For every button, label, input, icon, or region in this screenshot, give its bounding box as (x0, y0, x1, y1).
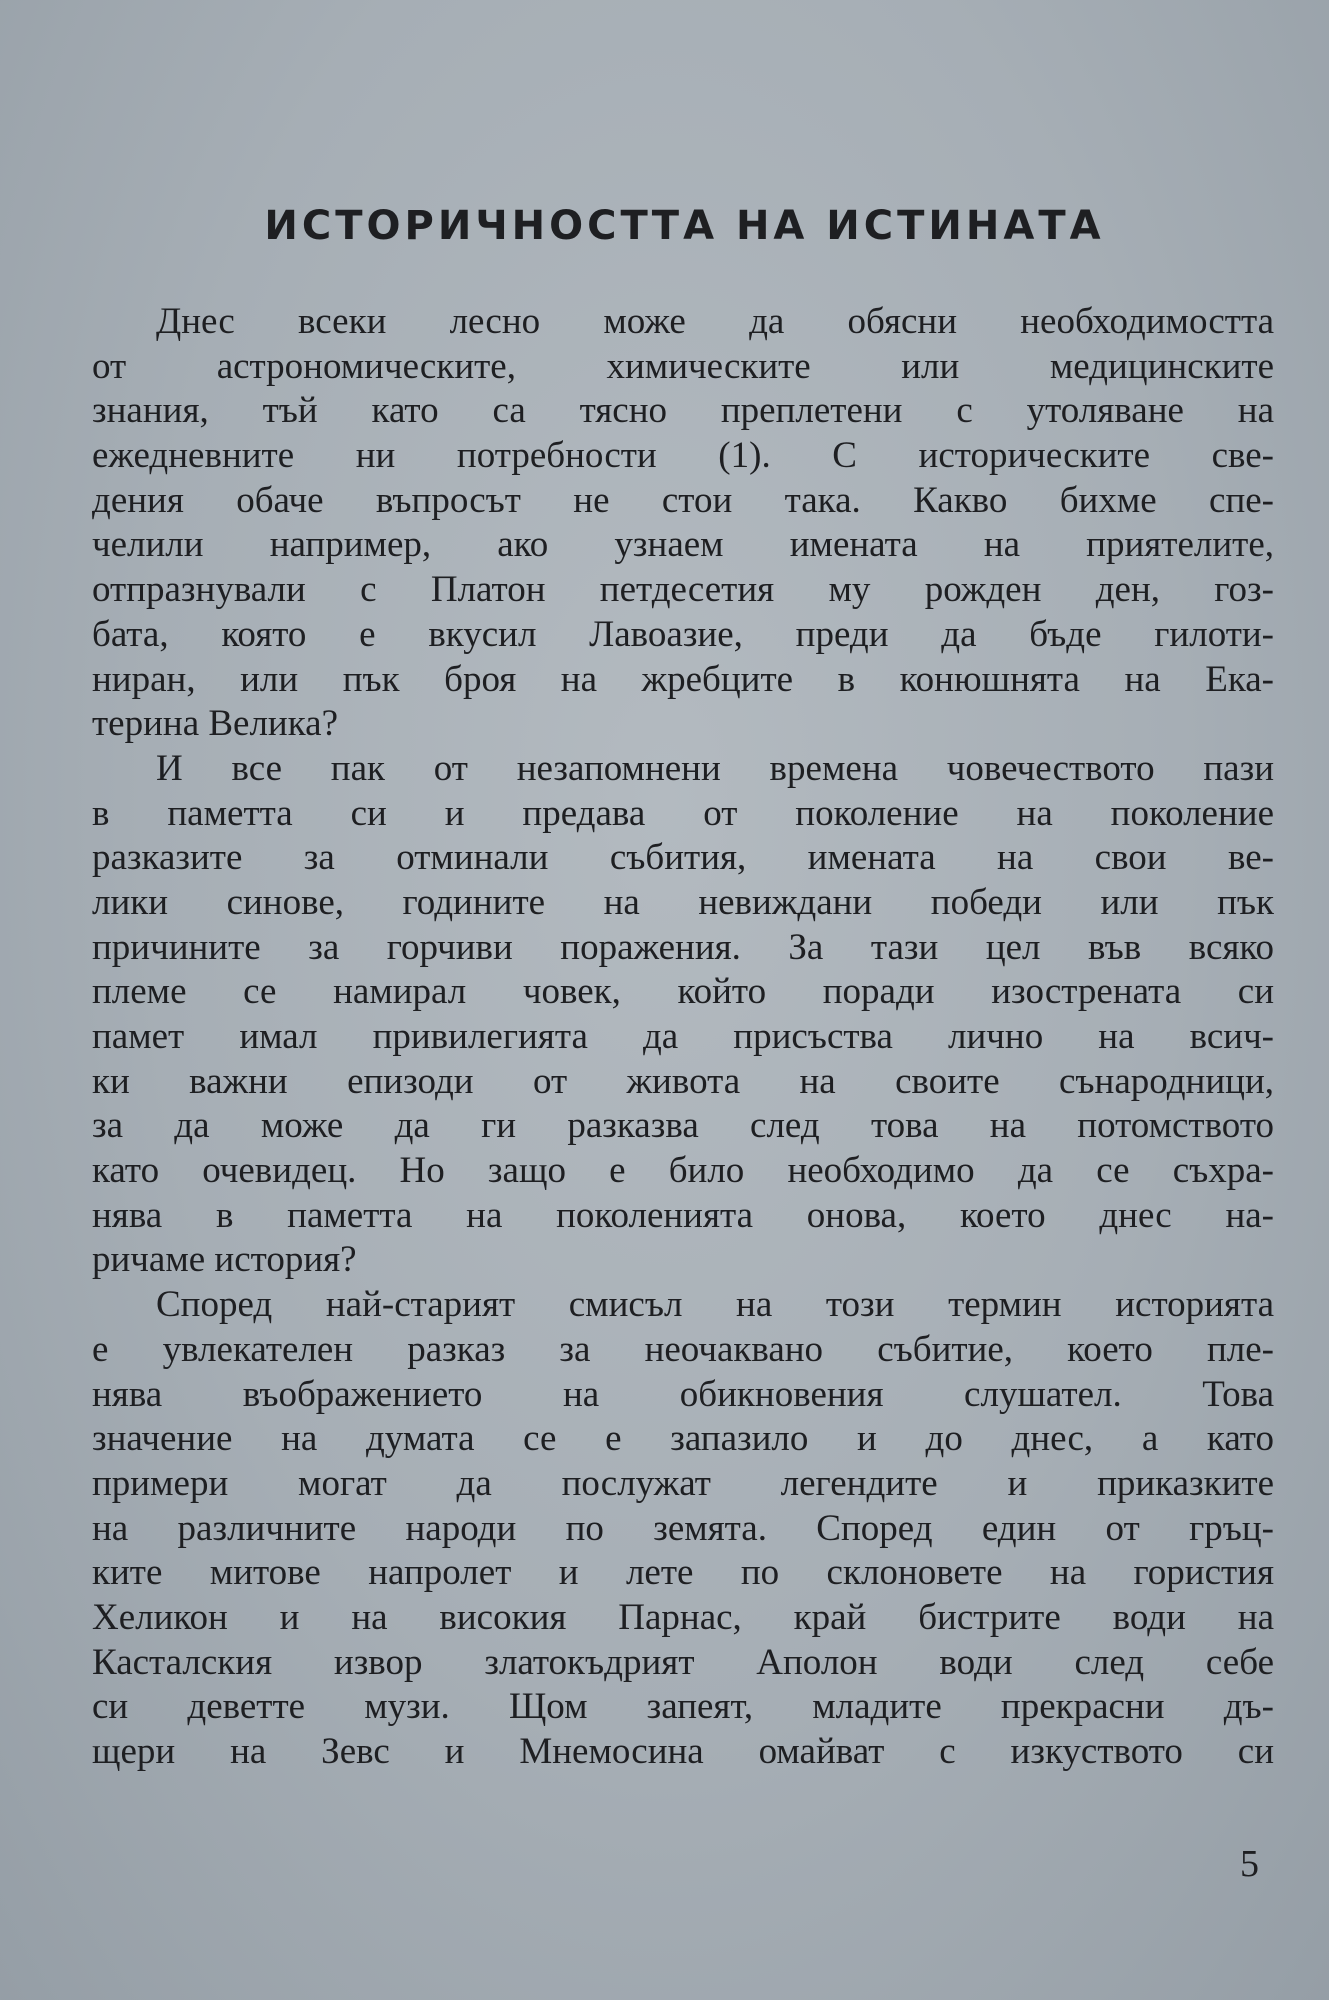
text-line: племе се намирал човек, който поради изострената си (92, 971, 1274, 1013)
page-number: 5 (1240, 1843, 1259, 1885)
text-line: нява в паметта на поколенията онова, което днес на- (92, 1194, 1274, 1236)
text-line: ките митове напролет и лете по склоновете на гористия (92, 1552, 1274, 1594)
body-text (92, 300, 1274, 1775)
text-line: примери могат да послужат легендите и приказките (92, 1462, 1274, 1504)
text-line: значение на думата се е запазило и до днес, а като (92, 1418, 1274, 1460)
text-line: на различните народи по земята. Според един от гръц- (92, 1507, 1274, 1549)
text-line: ричаме история? (92, 1239, 357, 1281)
text-line: лики синове, годините на невиждани победи или пък (92, 881, 1274, 923)
chapter-title: ИСТОРИЧНОСТТА НА ИСТИНАТА (264, 203, 1105, 249)
text-line: знания, тъй като са тясно преплетени с утоляване на (92, 390, 1274, 432)
text-line: е увлекателен разказ за неочаквано събитие, което пле- (92, 1328, 1274, 1370)
text-line: отпразнували с Платон петдесетия му рожден ден, гоз- (92, 569, 1274, 611)
text-line: като очевидец. Но защо е било необходимо да се съхра- (92, 1150, 1274, 1192)
text-line: от астрономическите, химическите или медицинските (92, 345, 1274, 387)
text-line: челили например, ако узнаем имената на приятелите, (92, 524, 1274, 566)
text-line: разказите за отминали събития, имената на свои ве- (92, 837, 1274, 879)
text-line: дения обаче въпросът не стои така. Какво бихме спе- (92, 479, 1274, 521)
text-line: ежедневните ни потребности (1). С историческите све- (92, 435, 1274, 477)
text-line: терина Велика? (92, 703, 338, 745)
text-line: бата, която е вкусил Лавоазие, преди да бъде гилоти- (92, 613, 1274, 655)
text-line: ниран, или пък броя на жребците в конюшнята на Ека- (92, 658, 1274, 700)
text-line: Днес всеки лесно може да обясни необходимостта (156, 301, 1274, 342)
text-line: И все пак от незапомнени времена човечеството пази (156, 747, 1274, 789)
text-line: нява въображението на обикновения слушател. Това (92, 1373, 1274, 1415)
text-line: щери на Зевс и Мнемосина омайват с изкуството си (92, 1731, 1274, 1772)
text-line: Според най-старият смисъл на този термин историята (156, 1284, 1274, 1326)
text-line: за да може да ги разказва след това на потомството (92, 1105, 1274, 1147)
text-line: си деветте музи. Щом запеят, младите прекрасни дъ- (92, 1686, 1274, 1728)
text-line: памет имал привилегията да присъства лично на всич- (92, 1016, 1274, 1057)
text-line: ки важни епизоди от живота на своите сънародници, (92, 1060, 1274, 1102)
text-line: Хеликон и на високия Парнас, край бистрите води на (92, 1596, 1274, 1638)
text-line: в паметта си и предава от поколение на поколение (92, 792, 1274, 834)
text-line: причините за горчиви поражения. За тази цел във всяко (92, 926, 1274, 968)
text-line: Касталския извор златокъдрият Аполон води след себе (92, 1641, 1274, 1683)
